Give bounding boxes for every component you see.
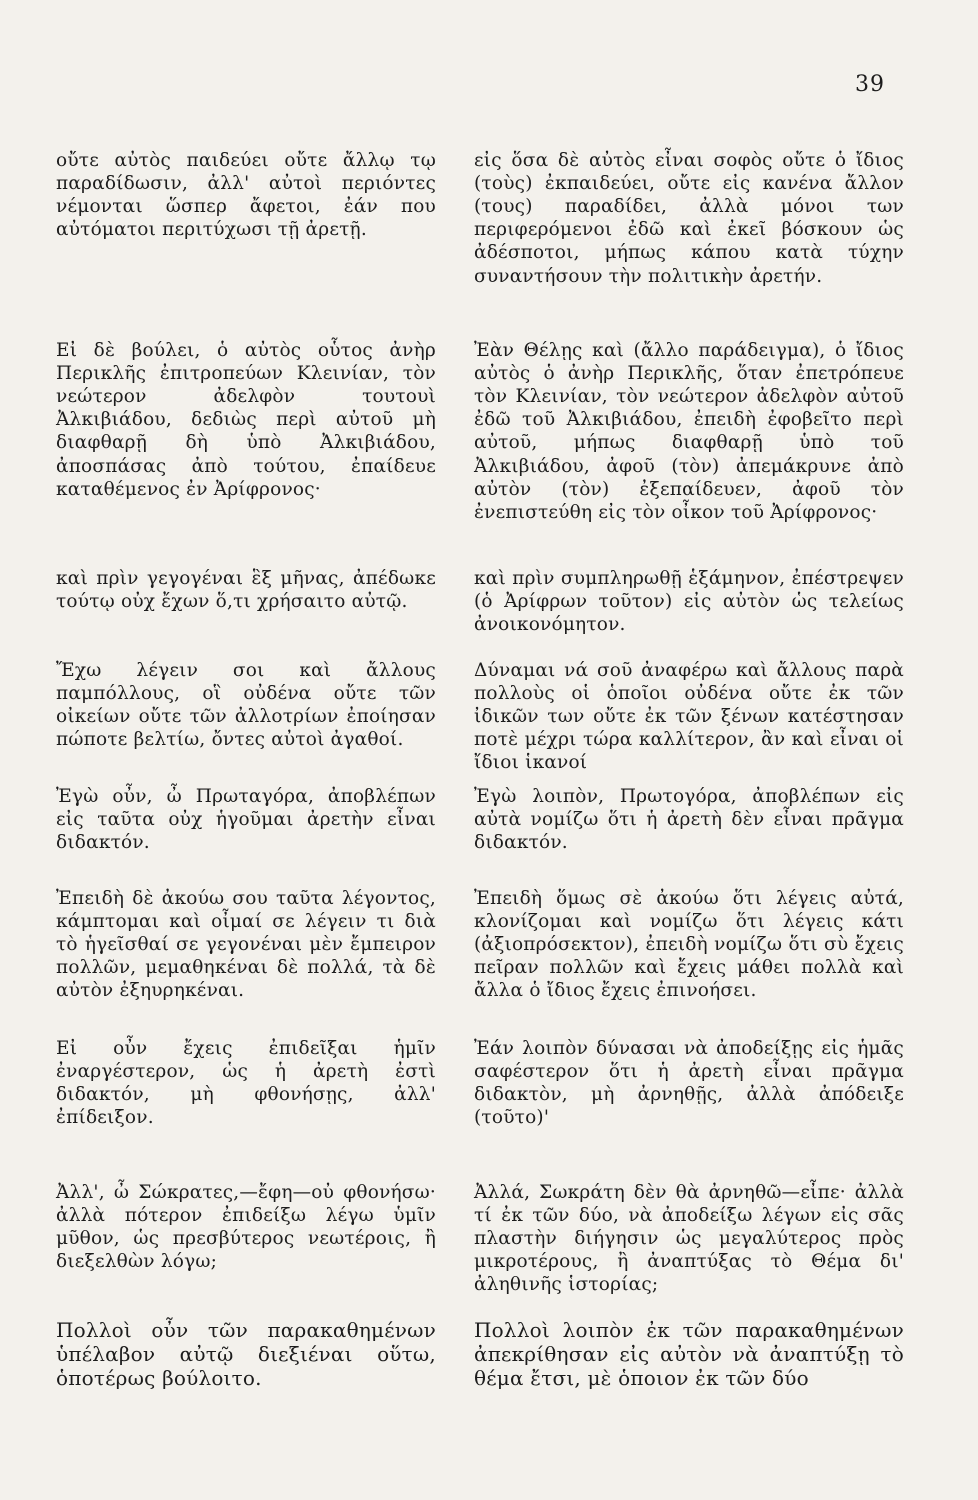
right-paragraph: Ἐάν λοιπὸν δύνασαι νὰ ἀποδείξῃς εἰς ἡμᾶς σαφέστερον ὅτι ἡ ἀρετὴ εἶναι πρᾶγμα διδακτὸν, μὴ ἀρνηθῇς, ἀλλὰ ἀπόδειξε (τοῦτο)' (474, 1037, 904, 1129)
right-paragraph: Ἐγὼ λοιπὸν, Πρωτογόρα, ἀποβλέπων εἰς αὐτὰ νομίζω ὅτι ἡ ἀρετὴ δὲν εἶναι πρᾶγμα διδακτόν. (474, 785, 904, 853)
left-paragraph: Εἰ δὲ βούλει, ὁ αὐτὸς οὗτος ἀνὴρ Περικλῆς ἐπιτροπεύων Κλεινίαν, τὸν νεώτερον ἀδελφὸν τουτουὶ Ἀλκιβιάδου, δεδιὼς περὶ αὐτοῦ μὴ διαφθαρῇ δὴ ὑπὸ Ἀλκιβιάδου, ἀποσπάσας ἀπὸ τούτου, ἐπαίδευε καταθέμενος ἐν Ἀρίφρονος· (56, 339, 436, 500)
right-paragraph: Ἀλλά, Σωκράτη δὲν θὰ ἀρνηθῶ—εἶπε· ἀλλὰ τί ἐκ τῶν δύο, νὰ ἀποδείξω λέγων εἰς σᾶς πλαστὴν διήγησιν ὡς μεγαλύτερος πρὸς μικροτέρους, ἢ ἀναπτύξας τὸ Θέμα δι' ἀληθινῆς ἱστορίας; (474, 1181, 904, 1296)
left-paragraph: Εἰ οὖν ἔχεις ἐπιδεῖξαι ἡμῖν ἐναργέστερον, ὡς ἡ ἀρετὴ ἐστὶ διδακτόν, μὴ φθονήσῃς, ἀλλ' ἐπίδειξον. (56, 1037, 436, 1129)
page-number: 39 (855, 72, 885, 97)
right-paragraph: Ἐπειδὴ ὅμως σὲ ἀκούω ὅτι λέγεις αὐτά, κλονίζομαι καὶ νομίζω ὅτι λέγεις κάτι (ἀξιοπρόσεκτον), ἐπειδὴ νομίζω ὅτι σὺ ἔχεις πεῖραν πολλῶν καὶ ἔχεις μάθει πολλὰ καὶ ἄλλα ὁ ἴδιος ἔχεις ἐπινοήσει. (474, 887, 904, 1002)
left-paragraph: Ἐπειδὴ δὲ ἀκούω σου ταῦτα λέγοντος, κάμπτομαι καὶ οἶμαί σε λέγειν τι διὰ τὸ ἡγεῖσθαί σε γεγονέναι μὲν ἔμπειρον πολλῶν, μεμαθηκέναι δὲ πολλά, τὰ δὲ αὐτὸν ἐξηυρηκέναι. (56, 887, 436, 1002)
left-paragraph: Ἔχω λέγειν σοι καὶ ἄλλους παμπόλλους, οἳ οὐδένα οὔτε τῶν οἰκείων οὔτε τῶν ἀλλοτρίων ἐποίησαν πώποτε βελτίω, ὄντες αὐτοὶ ἀγαθοί. (56, 659, 436, 751)
left-paragraph: καὶ πρὶν γεγογέναι ἓξ μῆνας, ἀπέδωκε τούτῳ οὐχ ἔχων ὅ,τι χρήσαιτο αὐτῷ. (56, 567, 436, 612)
right-paragraph: Ἐὰν Θέλῃς καὶ (ἄλλο παράδειγμα), ὁ ἴδιος αὐτὸς ὁ ἀνὴρ Περικλῆς, ὅταν ἐπετρόπευε τὸν Κλεινίαν, τὸν νεώτερον ἀδελφὸν αὐτοῦ ἐδῶ τοῦ Ἀλκιβιάδου, ἐπειδὴ ἐφοβεῖτο περὶ αὐτοῦ, μήπως διαφθαρῇ ὑπὸ τοῦ Ἀλκιβιάδου, ἀφοῦ (τὸν) ἀπεμάκρυνε ἀπὸ αὐτὸν (τὸν) ἐξεπαίδευεν, ἀφοῦ τὸν ἐνεπιστεύθη εἰς τὸν οἶκον τοῦ Ἀρίφρονος· (474, 339, 904, 523)
right-paragraph: εἰς ὅσα δὲ αὐτὸς εἶναι σοφὸς οὔτε ὁ ἴδιος (τοὺς) ἐκπαιδεύει, οὔτε εἰς κανένα ἄλλον (τους) παραδίδει, ἀλλὰ μόνοι των περιφερόμενοι ἐδῶ καὶ ἐκεῖ βόσκουν ὡς ἀδέσποτοι, μήπως κάπου κατὰ τύχην συναντήσουν τὴν πολιτικὴν ἀρετήν. (474, 149, 904, 287)
left-paragraph: Ἀλλ', ὦ Σώκρατες,—ἔφη—οὐ φθονήσω· ἀλλὰ πότερον ἐπιδείξω λέγω ὑμῖν μῦθον, ὡς πρεσβύτερος νεωτέροις, ἢ διεξελθὼν λόγω; (56, 1181, 436, 1273)
left-paragraph: Ἐγὼ οὖν, ὦ Πρωταγόρα, ἀποβλέπων εἰς ταῦτα οὐχ ἡγοῦμαι ἀρετὴν εἶναι διδακτόν. (56, 785, 436, 853)
right-paragraph: Δύναμαι νά σοῦ ἀναφέρω καὶ ἄλλους παρὰ πολλοὺς οἱ ὁποῖοι οὐδένα οὔτε ἐκ τῶν ἰδικῶν των οὔτε ἐκ τῶν ξένων κατέστησαν ποτὲ μέχρι τώρα καλλίτερον, ἂν καὶ εἶναι οἱ ἴδιοι ἱκανοί (474, 659, 904, 774)
left-paragraph: Πολλοὶ οὖν τῶν παρακαθημένων ὑπέλαβον αὐτῷ διεξιέναι οὕτω, ὁποτέρως βούλοιτο. (56, 1318, 436, 1390)
left-paragraph: οὔτε αὐτὸς παιδεύει οὔτε ἄλλῳ τῳ παραδίδωσιν, ἀλλ' αὐτοὶ περιόντες νέμονται ὥσπερ ἄφετοι, ἐάν που αὐτόματοι περιτύχωσι τῇ ἀρετῇ. (56, 149, 436, 241)
right-paragraph: καὶ πρὶν συμπληρωθῇ ἑξάμηνον, ἐπέστρεψεν (ὁ Ἀρίφρων τοῦτον) εἰς αὐτὸν ὡς τελείως ἀνοικονόμητον. (474, 567, 904, 635)
right-paragraph: Πολλοὶ λοιπὸν ἐκ τῶν παρακαθημένων ἀπεκρίθησαν εἰς αὐτὸν νὰ ἀναπτύξῃ τὸ θέμα ἔτσι, μὲ ὁποιον ἐκ τῶν δύο (474, 1318, 904, 1390)
